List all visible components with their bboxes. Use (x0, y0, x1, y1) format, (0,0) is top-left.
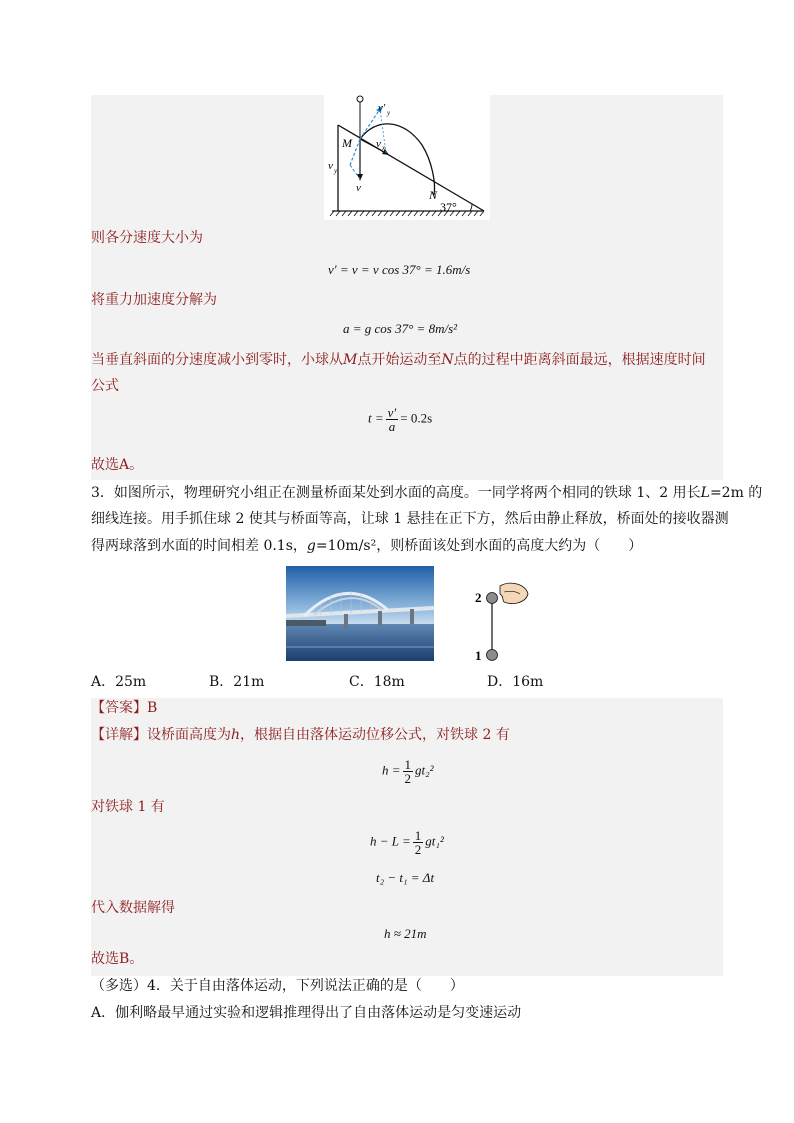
label-v: v (356, 182, 361, 194)
bridge-photo (286, 566, 434, 661)
text-gravity-decompose: 将重力加速度分解为 (91, 292, 217, 308)
q3-option-c[interactable]: C．18m (349, 674, 405, 690)
label-angle: 37° (440, 200, 457, 214)
equation-h-minus-L: h − L = $\frac{1}{2}$ gt₁² (370, 828, 444, 857)
equation-result: h ≈ 21m (384, 926, 427, 941)
ball-2-label: 2 (475, 590, 482, 605)
equation-vy: v′ = v = v cos 37° = 1.6m/s (328, 262, 471, 277)
text-formula-label: 公式 (91, 378, 119, 394)
q4-option-a[interactable]: A．伽利略最早通过实验和逻辑推理得出了自由落体运动是匀变速运动 (91, 1005, 522, 1021)
q3-answer: 【答案】B (91, 700, 158, 716)
q3-stem-line-1: 3．如图所示，物理研究小组正在测量桥面某处到水面的高度。一同学将两个相同的铁球 1、2 用长L=2m 的 (91, 485, 763, 501)
q4-stem: （多选）4．关于自由落体运动，下列说法正确的是（ ） (91, 978, 464, 994)
label-vx-sub: x (382, 144, 386, 152)
label-M: M (342, 136, 352, 150)
conclusion-1: 故选A。 (91, 457, 144, 473)
label-vx: v (376, 138, 381, 150)
q3-stem-line-3: 得两球落到水面的时间相差 0.1s，g=10m/s²，则桥面该处到水面的高度大约为（ ） (91, 538, 643, 554)
equation-h: h = $\frac{1}{2}$ gt₂² (382, 757, 434, 786)
label-vy-sub: y (334, 167, 338, 175)
equation-ay: a = g cos 37° = 8m/s² (343, 321, 458, 336)
text-farthest-point: 当垂直斜面的分速度减小到零时，小球从M点开始运动至N点的过程中距离斜面最远，根据速度时间 (91, 352, 706, 368)
equation-delta-t: t₂ − t₁ = Δt (376, 870, 435, 885)
text-ball-1: 对铁球 1 有 (91, 799, 165, 815)
incline-projectile-figure (324, 95, 490, 220)
ball-1-label: 1 (475, 648, 482, 663)
q3-option-d[interactable]: D．16m (487, 674, 544, 690)
text-components: 则各分速度大小为 (91, 230, 203, 246)
q3-stem-line-2: 细线连接。用手抓住球 2 使其与桥面等高，让球 1 悬挂在正下方，然后由静止释放，桥面处的接收器测 (91, 511, 729, 527)
label-vy-prime: v′ (378, 102, 386, 114)
equation-t: t = $\frac{v'}{a}$ = 0.2s (368, 405, 433, 434)
label-vy: v (328, 160, 333, 172)
conclusion-2: 故选B。 (91, 951, 144, 967)
q3-option-b[interactable]: B．21m (209, 674, 265, 690)
text-substitute: 代入数据解得 (91, 900, 175, 916)
q3-detail: 【详解】设桥面高度为h，根据自由落体运动位移公式，对铁球 2 有 (91, 727, 510, 743)
two-balls-figure (470, 580, 532, 666)
label-N: N (429, 188, 438, 202)
q3-option-a[interactable]: A．25m (91, 674, 147, 690)
label-vy-prime-sub: y (387, 109, 391, 117)
